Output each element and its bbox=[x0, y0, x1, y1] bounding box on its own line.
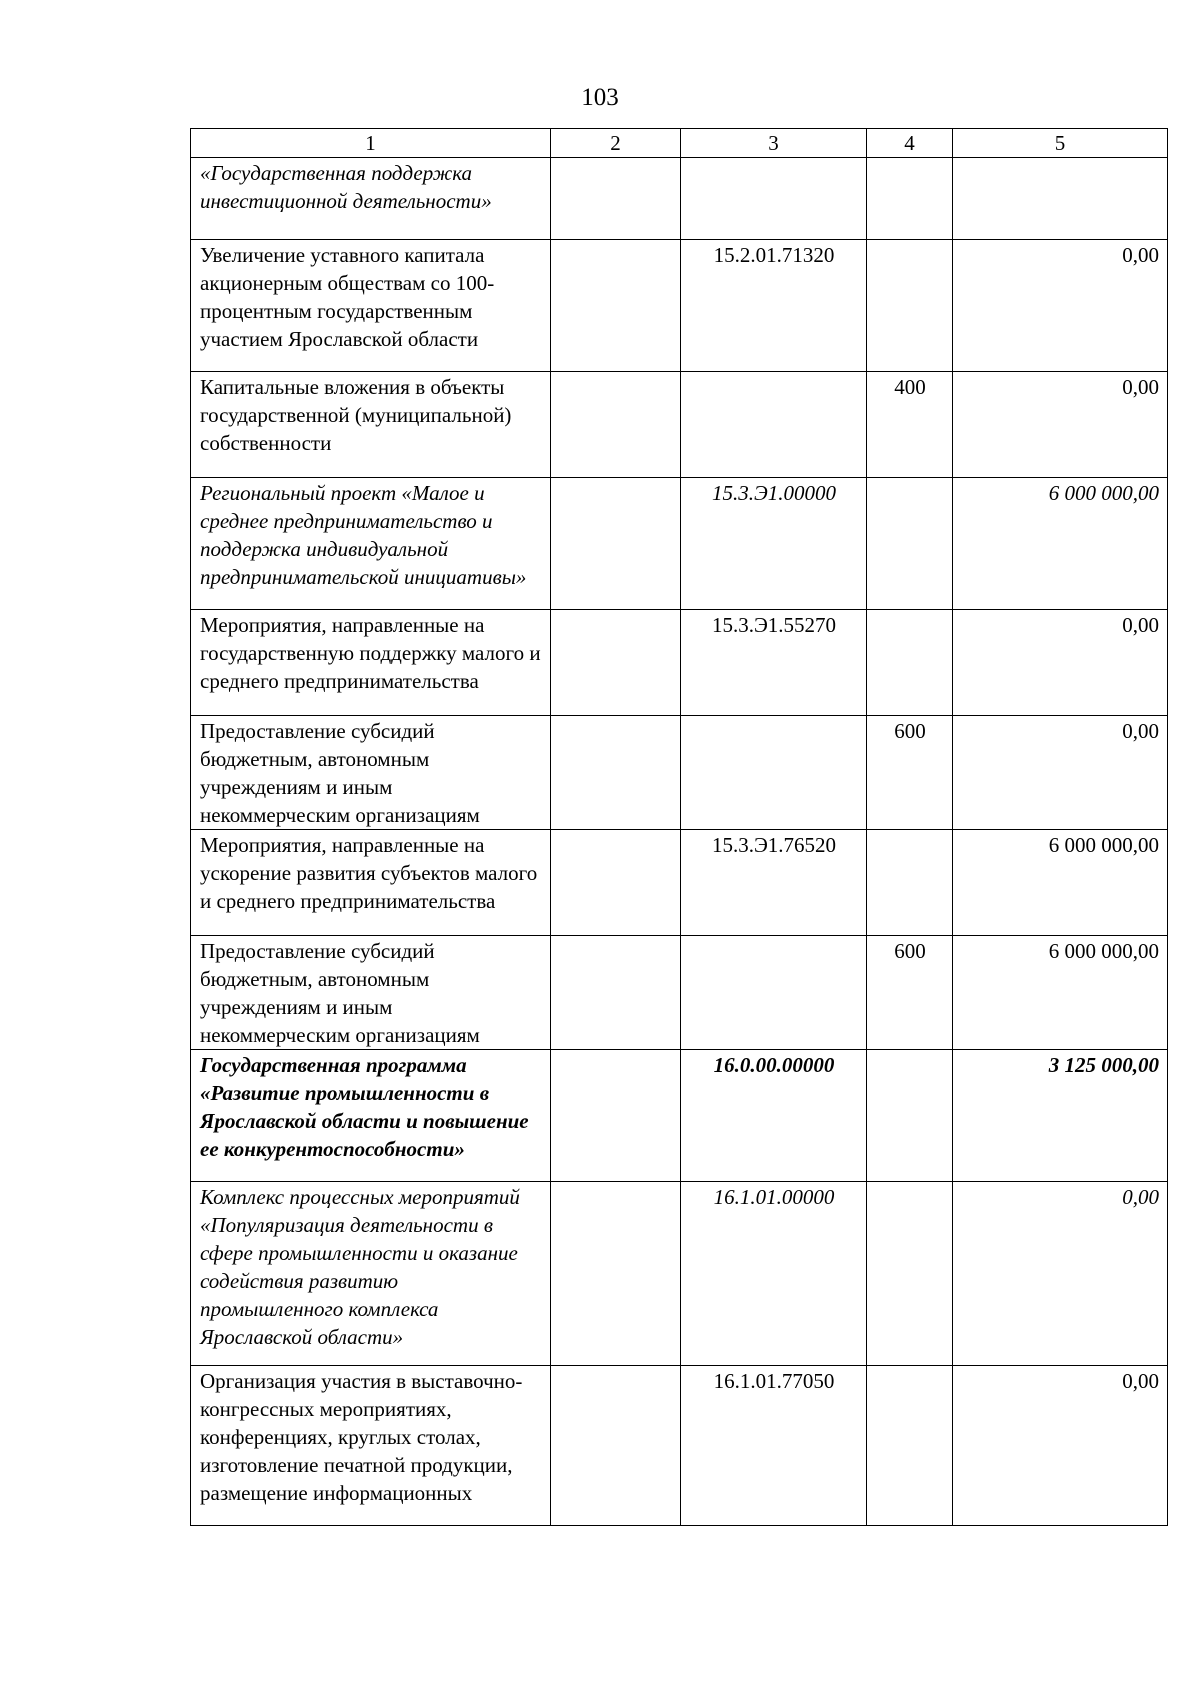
row-code-cell: 15.3.Э1.55270 bbox=[681, 610, 867, 716]
table-row bbox=[191, 936, 1168, 1050]
row-amount-cell: 0,00 bbox=[953, 1366, 1168, 1526]
row-name-cell: Увеличение уставного капитала акционерным обществам со 100-процентным государственным участием Ярославской области bbox=[191, 240, 551, 372]
table-row bbox=[191, 478, 1168, 610]
header-col-5: 5 bbox=[953, 129, 1168, 158]
row-code-cell: 16.0.00.00000 bbox=[681, 1050, 867, 1182]
table-row bbox=[191, 1050, 1168, 1182]
row-name-cell: Государственная программа «Развитие промышленности в Ярославской области и повышение ее конкурентоспособности» bbox=[191, 1050, 551, 1182]
budget-table bbox=[190, 128, 1168, 1526]
row-col2-cell bbox=[551, 1366, 681, 1526]
row-col2-cell bbox=[551, 1182, 681, 1366]
row-col2-cell bbox=[551, 716, 681, 830]
table-row bbox=[191, 372, 1168, 478]
row-amount-cell: 0,00 bbox=[953, 610, 1168, 716]
row-name-cell: Предоставление субсидий бюджетным, автономным учреждениям и иным некоммерческим организациям bbox=[191, 936, 551, 1050]
row-name-cell: «Государственная поддержка инвестиционной деятельности» bbox=[191, 158, 551, 240]
row-amount-cell: 6 000 000,00 bbox=[953, 830, 1168, 936]
row-group-cell bbox=[867, 830, 953, 936]
row-code-cell bbox=[681, 716, 867, 830]
row-name-cell: Региональный проект «Малое и среднее предпринимательство и поддержка индивидуальной предпринимательской инициативы» bbox=[191, 478, 551, 610]
table-row bbox=[191, 716, 1168, 830]
row-amount-cell: 6 000 000,00 bbox=[953, 936, 1168, 1050]
row-col2-cell bbox=[551, 240, 681, 372]
table-row bbox=[191, 830, 1168, 936]
row-amount-cell: 0,00 bbox=[953, 372, 1168, 478]
row-group-cell bbox=[867, 158, 953, 240]
header-col-2: 2 bbox=[551, 129, 681, 158]
row-amount-cell bbox=[953, 158, 1168, 240]
row-code-cell: 15.2.01.71320 bbox=[681, 240, 867, 372]
row-amount-cell: 3 125 000,00 bbox=[953, 1050, 1168, 1182]
table-header-row bbox=[191, 129, 1168, 158]
row-group-cell bbox=[867, 1050, 953, 1182]
row-col2-cell bbox=[551, 936, 681, 1050]
row-col2-cell bbox=[551, 830, 681, 936]
row-col2-cell bbox=[551, 478, 681, 610]
row-amount-cell: 0,00 bbox=[953, 240, 1168, 372]
row-name-cell: Мероприятия, направленные на ускорение развития субъектов малого и среднего предпринимательства bbox=[191, 830, 551, 936]
row-code-cell bbox=[681, 936, 867, 1050]
row-group-cell bbox=[867, 1366, 953, 1526]
row-col2-cell bbox=[551, 1050, 681, 1182]
row-group-cell: 600 bbox=[867, 716, 953, 830]
table-body bbox=[191, 158, 1168, 1526]
row-col2-cell bbox=[551, 372, 681, 478]
header-col-1: 1 bbox=[191, 129, 551, 158]
row-group-cell bbox=[867, 610, 953, 716]
row-name-cell: Комплекс процессных мероприятий «Популяризация деятельности в сфере промышленности и оказание содействия развитию промышленного комплекса Ярославской области» bbox=[191, 1182, 551, 1366]
row-group-cell: 600 bbox=[867, 936, 953, 1050]
row-amount-cell: 6 000 000,00 bbox=[953, 478, 1168, 610]
row-name-cell: Капитальные вложения в объекты государственной (муниципальной) собственности bbox=[191, 372, 551, 478]
page-number: 103 bbox=[581, 84, 619, 111]
header-col-4: 4 bbox=[867, 129, 953, 158]
table-row bbox=[191, 1182, 1168, 1366]
row-group-cell bbox=[867, 478, 953, 610]
table-row bbox=[191, 158, 1168, 240]
header-col-3: 3 bbox=[681, 129, 867, 158]
row-name-cell: Мероприятия, направленные на государственную поддержку малого и среднего предпринимательства bbox=[191, 610, 551, 716]
row-code-cell: 16.1.01.00000 bbox=[681, 1182, 867, 1366]
row-col2-cell bbox=[551, 610, 681, 716]
row-amount-cell: 0,00 bbox=[953, 1182, 1168, 1366]
row-code-cell: 16.1.01.77050 bbox=[681, 1366, 867, 1526]
table-row bbox=[191, 610, 1168, 716]
row-code-cell: 15.3.Э1.76520 bbox=[681, 830, 867, 936]
table-row bbox=[191, 240, 1168, 372]
row-name-cell: Организация участия в выставочно-конгрессных мероприятиях, конференциях, круглых столах, изготовление печатной продукции, размещение информационных bbox=[191, 1366, 551, 1526]
row-code-cell: 15.3.Э1.00000 bbox=[681, 478, 867, 610]
row-code-cell bbox=[681, 372, 867, 478]
row-amount-cell: 0,00 bbox=[953, 716, 1168, 830]
row-group-cell bbox=[867, 240, 953, 372]
table-row bbox=[191, 1366, 1168, 1526]
row-col2-cell bbox=[551, 158, 681, 240]
row-group-cell bbox=[867, 1182, 953, 1366]
row-group-cell: 400 bbox=[867, 372, 953, 478]
row-name-cell: Предоставление субсидий бюджетным, автономным учреждениям и иным некоммерческим организациям bbox=[191, 716, 551, 830]
row-code-cell bbox=[681, 158, 867, 240]
